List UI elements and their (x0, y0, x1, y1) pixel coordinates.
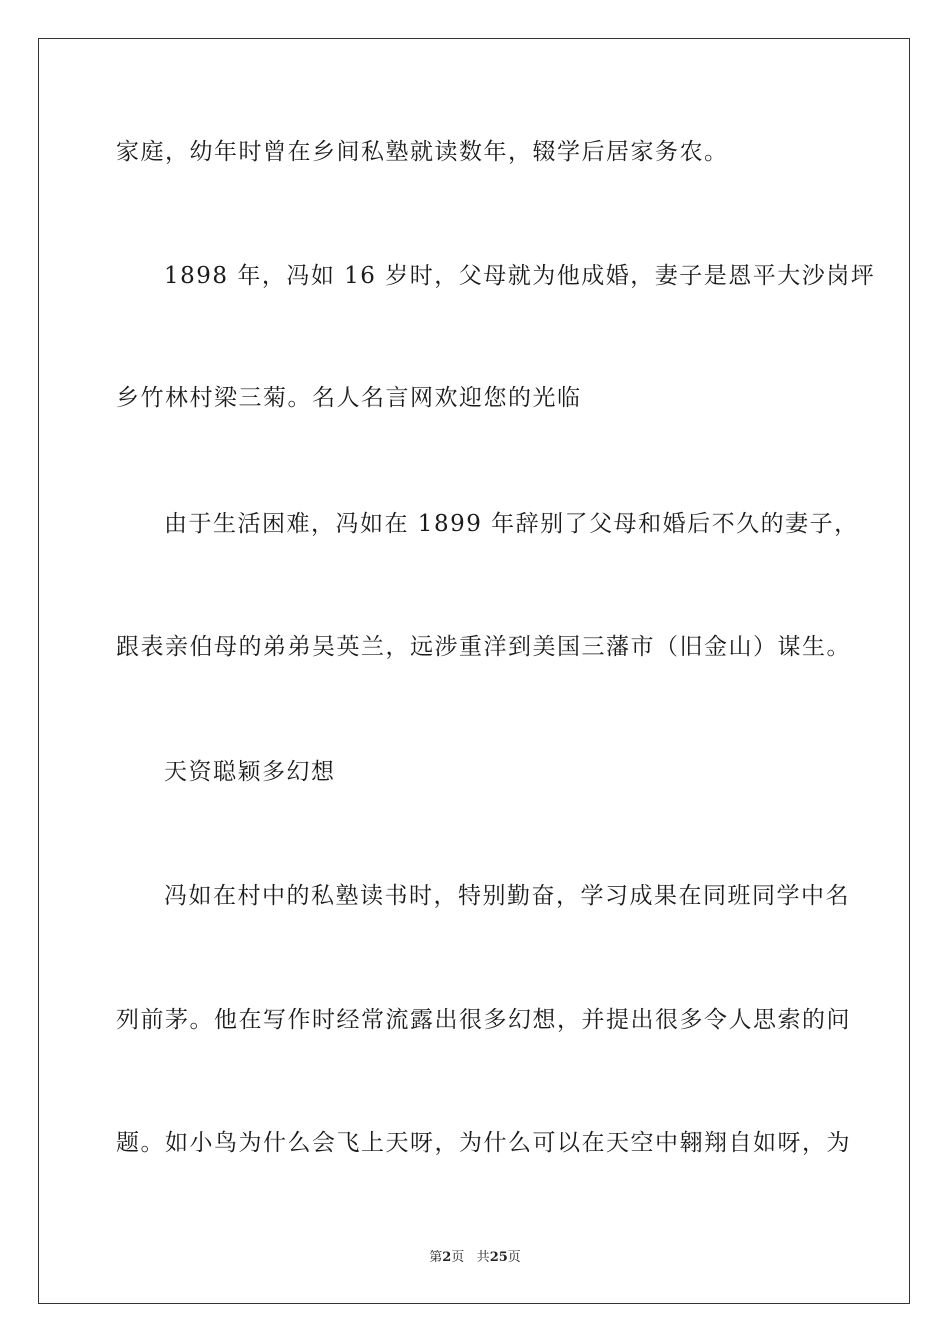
page-footer (0, 1246, 950, 1265)
section-heading: 天资聪颖多幻想 (164, 759, 336, 785)
page-number: 2 (442, 1250, 452, 1265)
page-suffix: 页 (451, 1250, 465, 1265)
paragraph-line-1: 家庭，幼年时曾在乡间私塾就读数年，辍学后居家务农。 (116, 139, 729, 165)
paragraph-line-8: 题。如小鸟为什么会飞上天呀，为什么可以在天空中翱翔自如呀，为 (116, 1130, 851, 1156)
paragraph-line-4: 由于生活困难，冯如在 1899 年辞别了父母和婚后不久的妻子， (164, 511, 859, 537)
paragraph-line-6: 冯如在村中的私塾读书时，特别勤奋，学习成果在同班同学中名 (164, 883, 850, 909)
paragraph-line-5: 跟表亲伯母的弟弟吴英兰，远涉重洋到美国三藩市（旧金山）谋生。 (116, 634, 851, 660)
total-pages: 25 (489, 1250, 508, 1265)
total-prefix: 共 (476, 1250, 490, 1265)
page-border (38, 38, 910, 1304)
paragraph-line-7: 列前茅。他在写作时经常流露出很多幻想，并提出很多令人思索的问 (116, 1007, 851, 1033)
paragraph-line-3: 乡竹林村梁三菊。名人名言网欢迎您的光临 (116, 385, 582, 411)
paragraph-line-2: 1898 年，冯如 16 岁时，父母就为他成婚，妻子是恩平大沙岗坪 (164, 263, 876, 289)
total-suffix: 页 (507, 1250, 521, 1265)
page-prefix: 第 (429, 1250, 443, 1265)
